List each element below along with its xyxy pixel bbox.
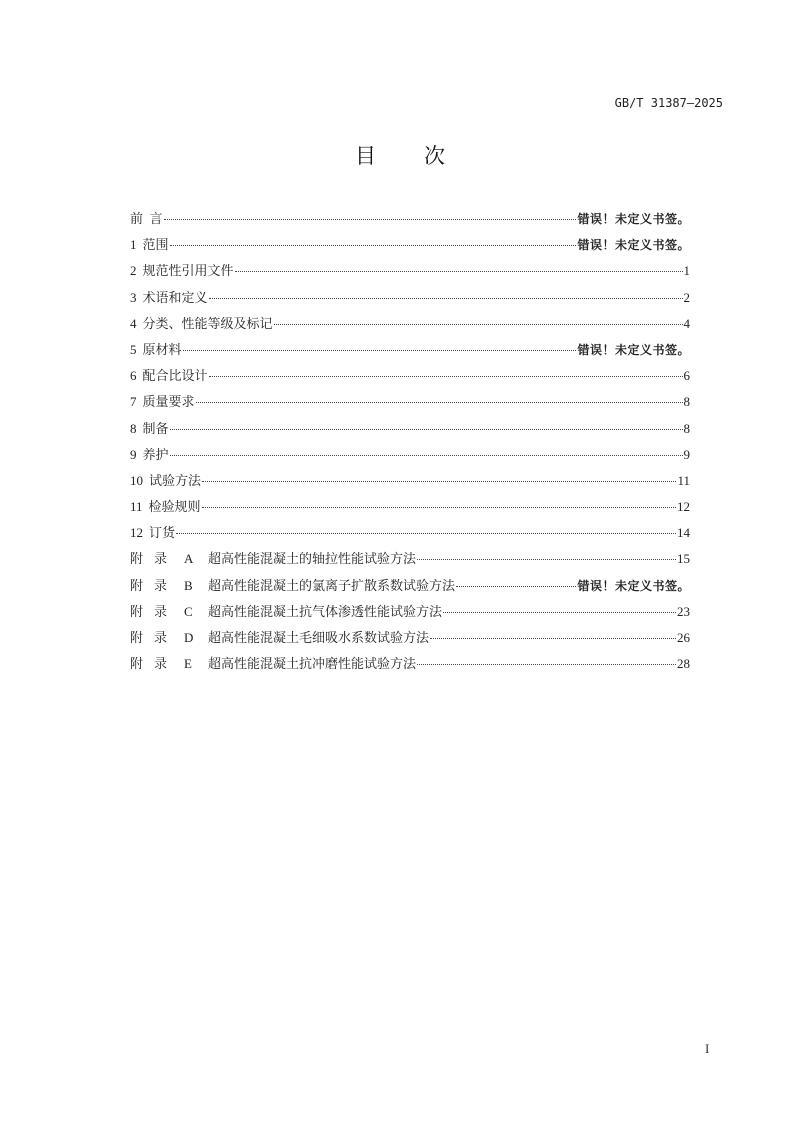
- appendix-prefix: 附: [130, 630, 144, 645]
- toc-entry-number: 9: [130, 446, 137, 462]
- toc-entry-page: 8: [683, 420, 690, 436]
- toc-appendix-e[interactable]: [130, 651, 690, 677]
- appendix-letter: E: [184, 656, 192, 672]
- toc-entry-number: 3: [130, 289, 137, 305]
- toc-entry-label: 养护: [142, 446, 169, 462]
- standard-code: GB/T 31387—2025: [614, 96, 723, 110]
- toc-entry-page: 8: [683, 394, 690, 410]
- dot-leader: [417, 559, 676, 560]
- title-char-1: 目: [355, 144, 376, 168]
- toc-entry-number: 6: [130, 368, 137, 384]
- toc-entry-page: 11: [677, 472, 690, 488]
- appendix-prefix: 附: [130, 551, 144, 567]
- toc-appendix-a[interactable]: [130, 546, 690, 572]
- toc-entry-2[interactable]: [130, 258, 690, 284]
- toc-entry-page: 错误！未定义书签。: [577, 212, 690, 226]
- dot-leader: [456, 586, 576, 587]
- toc-entry-number: 11: [130, 499, 143, 515]
- toc-entry-label: 质量要求: [142, 394, 195, 410]
- toc-entry-number: 5: [130, 341, 137, 357]
- toc-entry-page: 错误！未定义书签。: [577, 238, 690, 253]
- toc-entry-page: 4: [683, 315, 690, 331]
- toc-entry-label: 分类、性能等级及标记: [142, 315, 273, 331]
- toc-entry-number: 8: [130, 420, 137, 436]
- appendix-letter: B: [184, 577, 193, 593]
- toc-entry-label: 前 言: [130, 211, 163, 226]
- dot-leader: [417, 664, 676, 665]
- toc-entry-page: 23: [677, 603, 690, 619]
- page-number: I: [705, 1041, 710, 1056]
- toc-entry-label: 检验规则: [148, 499, 201, 515]
- appendix-prefix: 附: [130, 603, 144, 619]
- toc-entry-number: 10: [130, 472, 143, 488]
- toc-appendix-b[interactable]: [130, 573, 690, 599]
- appendix-prefix: 附: [130, 656, 144, 672]
- toc-entry-label: 订货: [149, 525, 176, 541]
- toc-entry-page: 1: [683, 263, 690, 279]
- dot-leader: [235, 271, 683, 272]
- toc-entry-9[interactable]: [130, 442, 690, 468]
- appendix-title: 超高性能混凝土抗冲磨性能试验方法: [208, 656, 417, 672]
- toc-entry-5[interactable]: [130, 337, 690, 363]
- appendix-prefix: 录: [154, 551, 168, 567]
- page-title: [0, 140, 800, 170]
- toc-entry-page: 6: [683, 368, 690, 384]
- toc-entry-page: 错误！未定义书签。: [577, 578, 690, 593]
- toc-entry-number: 2: [130, 263, 137, 279]
- dot-leader: [202, 481, 676, 482]
- toc-appendix-d[interactable]: [130, 625, 690, 651]
- toc-entry-4[interactable]: [130, 311, 690, 337]
- dot-leader: [183, 350, 577, 351]
- appendix-letter: D: [184, 630, 194, 645]
- toc-entry-label: 试验方法: [149, 472, 202, 488]
- toc-entry-1[interactable]: [130, 232, 690, 258]
- toc-entry-7[interactable]: [130, 389, 690, 415]
- toc-entry-page: 2: [683, 289, 690, 305]
- toc-entry-3[interactable]: [130, 285, 690, 311]
- dot-leader: [443, 612, 676, 613]
- appendix-letter: A: [184, 551, 194, 567]
- toc-entry-10[interactable]: [130, 468, 690, 494]
- toc-entry-number: 12: [130, 525, 143, 541]
- toc-entry-page: 14: [677, 525, 690, 541]
- toc-entry-number: 7: [130, 394, 137, 410]
- toc-entry-label: 制备: [142, 420, 169, 436]
- appendix-title: 超高性能混凝土抗气体渗透性能试验方法: [208, 603, 443, 619]
- dot-leader: [170, 429, 683, 430]
- dot-leader: [164, 219, 577, 220]
- appendix-title: 超高性能混凝土的轴拉性能试验方法: [208, 551, 417, 567]
- appendix-prefix: 录: [154, 603, 168, 619]
- dot-leader: [170, 455, 683, 456]
- toc-entry-page: 26: [677, 630, 690, 645]
- toc-entry-page: 9: [683, 446, 690, 462]
- toc-entry-label: 配合比设计: [142, 368, 208, 384]
- toc-entry-12[interactable]: [130, 520, 690, 546]
- toc-entry-number: 4: [130, 315, 137, 331]
- toc-entry-label: 原材料: [142, 341, 182, 357]
- toc-entry-foreword[interactable]: [130, 206, 690, 232]
- dot-leader: [176, 533, 676, 534]
- dot-leader: [430, 638, 676, 639]
- appendix-prefix: 录: [154, 577, 168, 593]
- appendix-letter: C: [184, 603, 193, 619]
- appendix-title: 超高性能混凝土的氯离子扩散系数试验方法: [208, 577, 456, 593]
- toc-entry-label: 术语和定义: [142, 289, 208, 305]
- dot-leader: [202, 507, 676, 508]
- appendix-title: 超高性能混凝土毛细吸水系数试验方法: [208, 630, 430, 645]
- dot-leader: [209, 376, 683, 377]
- toc-entry-page: 15: [677, 551, 690, 567]
- toc-entry-11[interactable]: [130, 494, 690, 520]
- toc-entry-6[interactable]: [130, 363, 690, 389]
- toc-appendix-c[interactable]: [130, 599, 690, 625]
- appendix-prefix: 录: [154, 656, 168, 672]
- table-of-contents: [130, 206, 690, 677]
- toc-entry-number: 1: [130, 237, 137, 253]
- dot-leader: [170, 245, 577, 246]
- appendix-prefix: 录: [154, 630, 168, 645]
- toc-entry-page: 28: [677, 656, 690, 672]
- dot-leader: [209, 298, 683, 299]
- dot-leader: [274, 324, 683, 325]
- title-char-2: 次: [424, 144, 445, 168]
- toc-entry-page: 错误！未定义书签。: [577, 342, 690, 357]
- dot-leader: [196, 402, 683, 403]
- toc-entry-8[interactable]: [130, 416, 690, 442]
- appendix-prefix: 附: [130, 577, 144, 593]
- toc-entry-page: 12: [677, 499, 690, 515]
- toc-entry-label: 范围: [142, 237, 169, 253]
- toc-entry-label: 规范性引用文件: [142, 263, 234, 279]
